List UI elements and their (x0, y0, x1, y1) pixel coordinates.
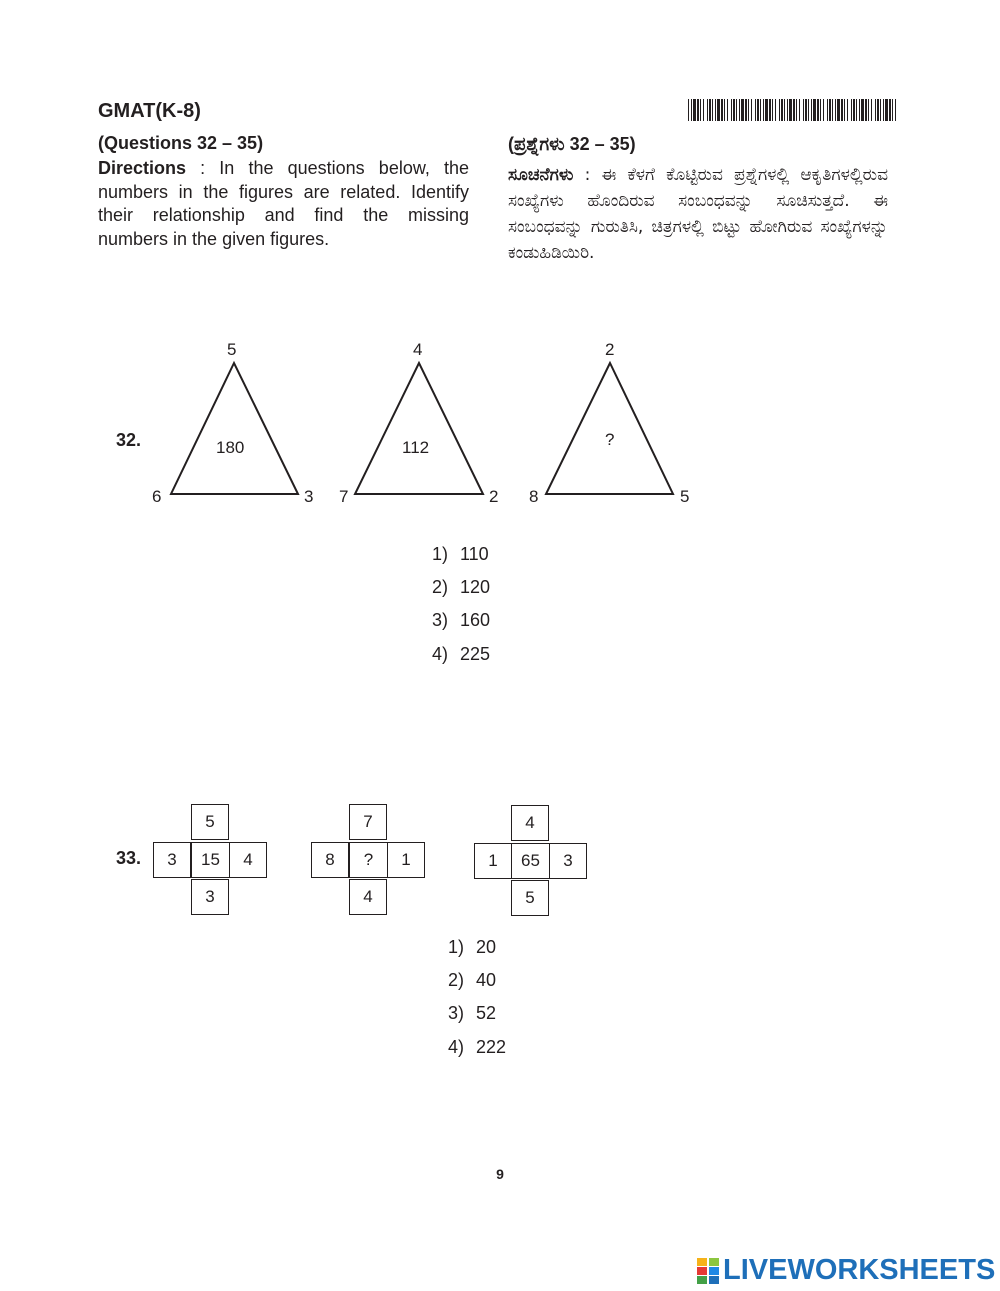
option-number: 1) (432, 544, 449, 564)
triangle-1-left-number: 6 (152, 487, 162, 506)
directions-kannada (508, 162, 888, 266)
cross-2-center-cell: ? (349, 842, 388, 878)
triangle-figure-3 (546, 363, 673, 494)
directions-text: : In the questions below, the numbers in the figures are related. Identify their relationship and find the missing numbers in the given figures. (98, 158, 469, 249)
triangle-3-center-number: ? (605, 430, 615, 449)
option-value: 110 (460, 544, 489, 564)
cross-3-top-cell: 4 (511, 805, 549, 841)
cross-2-bottom-cell: 4 (349, 879, 387, 915)
option-value: 52 (476, 1003, 497, 1023)
triangle-figure-2 (355, 363, 483, 494)
option-number: 3) (432, 610, 449, 630)
cross-1-center-cell: 15 (191, 842, 230, 878)
triangle-3-top-number: 2 (605, 340, 615, 359)
question-number-33: 33. (116, 848, 142, 868)
cross-1-top-cell: 5 (191, 804, 229, 840)
q32-option-3[interactable] (432, 610, 490, 631)
triangle-figure-1 (171, 363, 298, 494)
page-number: 9 (496, 1166, 504, 1182)
cross-2-right-cell: 1 (387, 842, 425, 878)
option-value: 120 (460, 577, 491, 597)
cross-3-left-cell: 1 (474, 843, 512, 879)
page-header-title: GMAT(K-8) (98, 100, 201, 122)
triangle-2-center-number: 112 (402, 438, 430, 457)
directions-label: Directions (98, 158, 187, 178)
option-value: 40 (476, 970, 497, 990)
option-value: 160 (460, 610, 491, 630)
cross-1-left-cell: 3 (153, 842, 191, 878)
q33-option-1[interactable] (448, 937, 496, 958)
option-value: 20 (476, 937, 497, 957)
question-range-kannada: (ಪ್ರಶ್ನೆಗಳು 32 – 35) (508, 134, 636, 154)
question-range-english: (Questions 32 – 35) (98, 133, 264, 153)
q33-option-4[interactable] (448, 1037, 506, 1058)
option-number: 2) (448, 970, 465, 990)
directions-label-kannada: ಸೂಚನೆಗಳು (508, 165, 574, 185)
triangle-2-right-number: 2 (489, 487, 499, 506)
cross-3-center-cell: 65 (511, 843, 550, 879)
option-value: 225 (460, 644, 491, 664)
cross-2-left-cell: 8 (311, 842, 349, 878)
option-number: 1) (448, 937, 465, 957)
barcode (688, 99, 900, 121)
option-number: 4) (432, 644, 449, 664)
triangle-2-left-number: 7 (339, 487, 349, 506)
triangle-3-left-number: 8 (529, 487, 539, 506)
triangle-3-right-number: 5 (680, 487, 690, 506)
q33-option-3[interactable] (448, 1003, 496, 1024)
cross-3-bottom-cell: 5 (511, 880, 549, 916)
option-number: 4) (448, 1037, 465, 1057)
q32-option-1[interactable] (432, 544, 489, 565)
q32-option-2[interactable] (432, 577, 490, 598)
triangle-shape (546, 363, 673, 494)
triangle-shape (171, 363, 298, 494)
option-number: 2) (432, 577, 449, 597)
cross-1-right-cell: 4 (229, 842, 267, 878)
option-number: 3) (448, 1003, 465, 1023)
q33-option-2[interactable] (448, 970, 496, 991)
liveworksheets-logo-icon (697, 1258, 719, 1284)
triangle-1-right-number: 3 (304, 487, 314, 506)
cross-2-top-cell: 7 (349, 804, 387, 840)
triangle-shape (355, 363, 483, 494)
directions-text-kannada: : ಈ ಕೆಳಗೆ ಕೊಟ್ಟಿರುವ ಪ್ರಶ್ನೆಗಳಲ್ಲಿ ಆಕೃತಿಗಳಲ್ಲಿರುವ ಸಂಖ್ಯೆಗಳು ಹೊಂದಿರುವ ಸಂಬಂಧವನ್ನು ಸೂಚಿಸುತ್ತದೆ. ಈ ಸಂಬಂಧವನ್ನು ಗುರುತಿಸಿ, ಚಿತ್ರಗಳಲ್ಲಿ ಬಿಟ್ಟು ಹೋಗಿರುವ ಸಂಖ್ಯೆಗಳನ್ನು ಕಂಡುಹಿಡಿಯಿರಿ. (508, 165, 888, 263)
cross-3-right-cell: 3 (549, 843, 587, 879)
liveworksheets-brand[interactable]: LIVEWORKSHEETS (723, 1254, 996, 1286)
cross-1-bottom-cell: 3 (191, 879, 229, 915)
triangle-1-center-number: 180 (216, 438, 245, 457)
q32-option-4[interactable] (432, 644, 490, 665)
option-value: 222 (476, 1037, 507, 1057)
triangle-1-top-number: 5 (227, 340, 237, 359)
triangle-2-top-number: 4 (413, 340, 423, 359)
directions-english (98, 157, 469, 251)
question-number-32: 32. (116, 430, 142, 450)
